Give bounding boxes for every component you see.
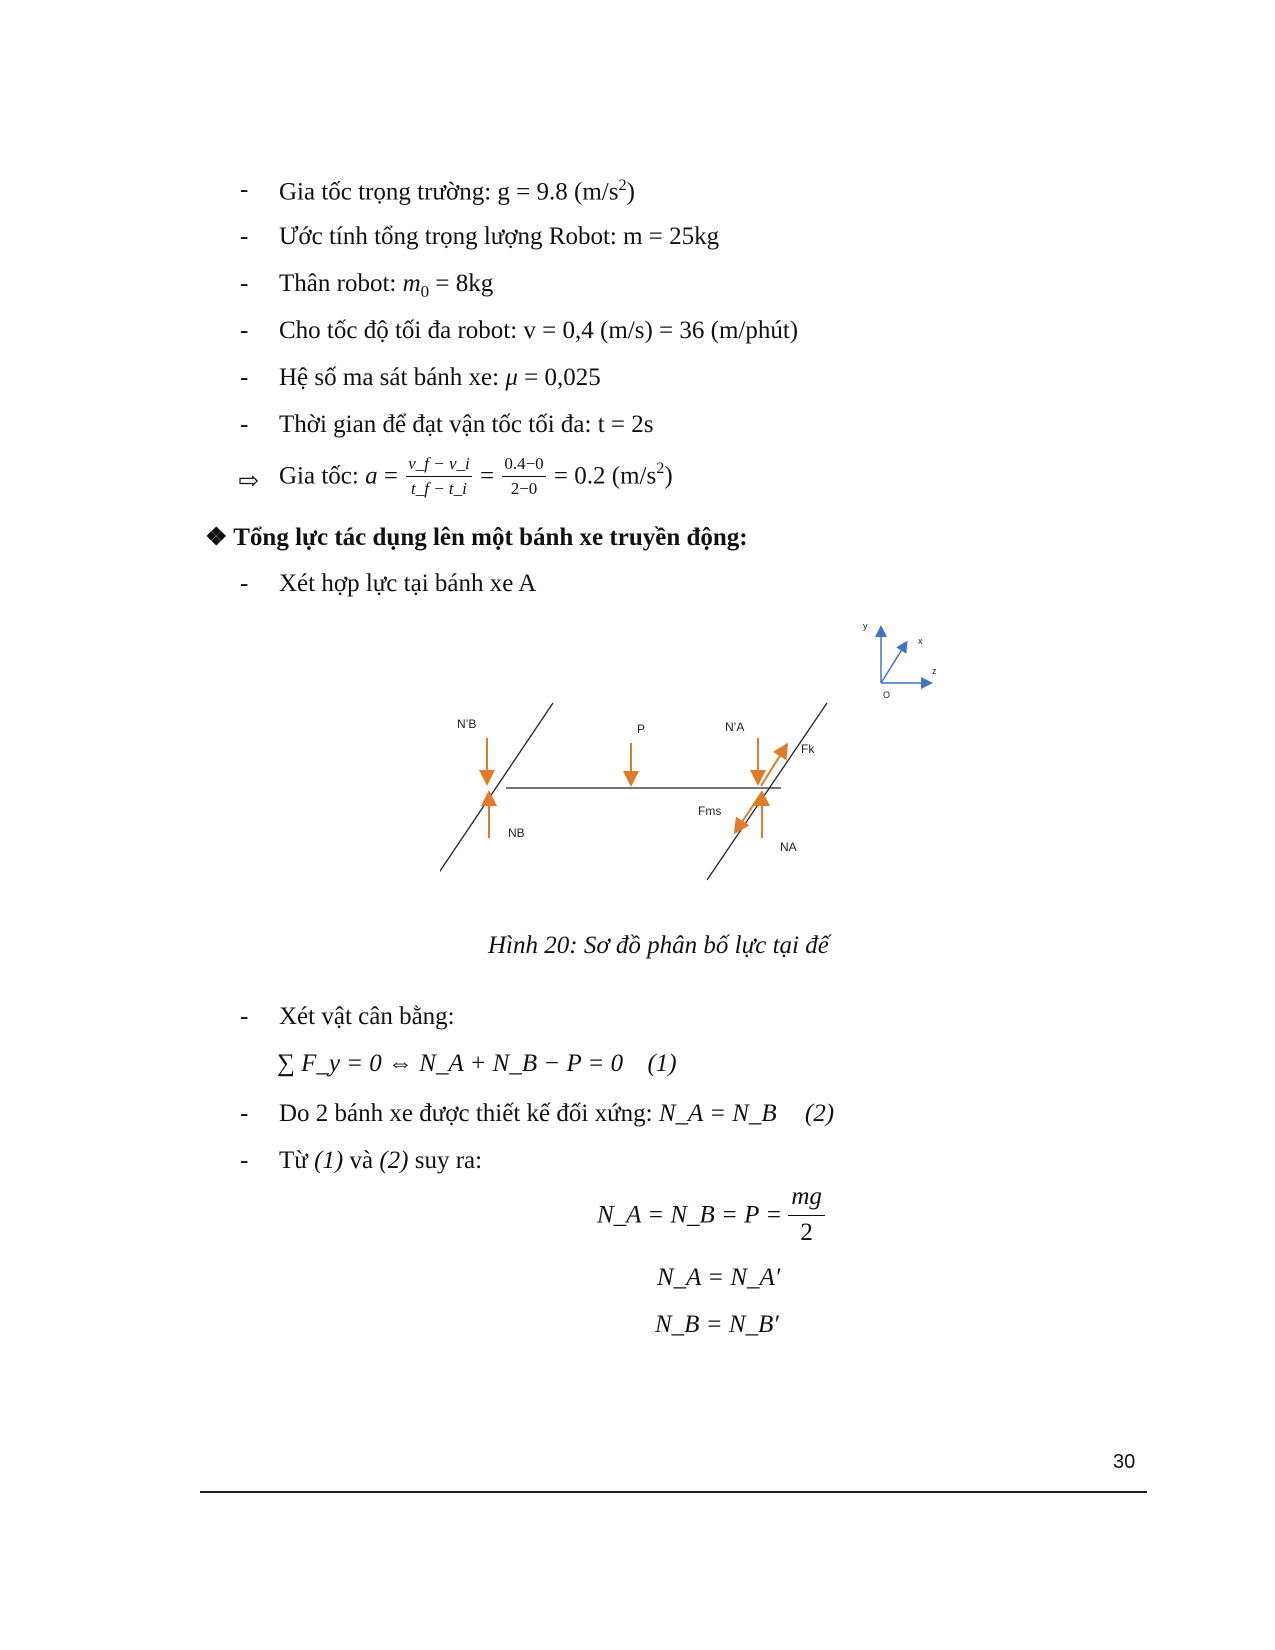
accel-var: a [365,462,378,490]
result-1-fraction [788,1183,825,1248]
list-dash: - [240,1100,249,1127]
gravity-unit-close: ) [626,178,635,206]
acceleration-line [279,455,673,498]
gravity-label: Gia tốc trọng trường: g = 9.8 [279,178,568,206]
result-1-den: 2 [800,1218,813,1246]
accel-fraction-numeric [502,455,545,498]
diamond-bullet-icon: ❖ [205,524,228,551]
derive-prefix: Từ [279,1147,315,1174]
accel-label: Gia tốc: [279,462,366,490]
axis-origin-label: O [883,690,891,700]
label-p: P [637,722,646,736]
mass-line: Ước tính tổng trọng lượng Robot: m = 25kg [279,223,720,250]
label-na-prime: N’A [725,720,745,734]
result-1 [597,1183,825,1248]
force-fms [736,792,762,831]
equation-1-text: ∑ F_y = 0 ⇔ N_A + N_B − P = 0 [277,1050,624,1077]
derive-tag1: (1) [314,1147,344,1174]
axis-y-label: y [863,621,868,631]
symmetric-eq: N_A = N_B [658,1100,777,1127]
section-title: Tổng lực tác dụng lên một bánh xe truyền động: [233,524,748,551]
page-number: 30 [1113,1451,1136,1473]
speed-line: Cho tốc độ tối đa robot: v = 0,4 (m/s) = 36 (m/phút) [279,317,799,344]
list-dash: - [240,317,249,344]
label-fms: Fms [698,804,722,818]
accel-frac1-num: v_f − v_i [406,455,472,477]
list-dash: - [240,270,249,297]
derive-line [279,1147,482,1175]
equation-1 [277,1050,677,1078]
axis-z-label: z [932,666,937,676]
label-fk: Fk [801,742,815,756]
body-mass-line [279,270,493,302]
gravity-unit: (m/s [574,178,619,206]
friction-var: μ [505,364,518,391]
accel-eq2: = [479,462,495,490]
axis-x-label: x [918,636,923,646]
axes-icon [863,621,937,700]
derive-tag2: (2) [379,1147,409,1174]
list-dash: - [240,364,249,391]
gravity-exp: 2 [618,176,627,194]
result-1-num: mg [788,1183,825,1216]
accel-eq: = [377,462,405,490]
result-1-text: N_A = N_B = P = [597,1201,783,1229]
section-heading [205,522,748,552]
result-2: N_A = N_A′ [657,1264,781,1291]
list-dash: - [240,1003,249,1030]
accel-frac2-den: 2−0 [510,478,538,498]
label-nb-prime: N’B [457,717,477,731]
consider-wheel-a: Xét hợp lực tại bánh xe A [279,570,537,597]
equation-1-tag: (1) [647,1050,677,1077]
label-na: NA [780,840,797,854]
result-3: N_B = N_B′ [655,1311,779,1338]
force-fk [761,746,786,786]
accel-fraction-symbolic [406,455,472,498]
time-line: Thời gian để đạt vận tốc tối đa: t = 2s [279,411,654,438]
accel-frac1-den: t_f − t_i [411,478,467,498]
figure-caption: Hình 20: Sơ đồ phân bố lực tại đế [488,932,829,959]
body-mass-var: m [402,270,421,297]
gravity-line [279,176,635,206]
footer-rule [200,1491,1147,1493]
symmetric-line [279,1100,834,1128]
accel-exp: 2 [656,459,665,478]
list-dash: - [240,570,249,597]
friction-line [279,364,601,392]
derive-suffix: suy ra: [408,1147,483,1174]
equilibrium-intro: Xét vật cân bằng: [279,1003,455,1030]
list-dash: - [240,411,249,438]
friction-label: Hệ số ma sát bánh xe: [279,364,506,391]
force-diagram [440,615,960,885]
accel-frac2-num: 0.4−0 [502,455,545,477]
symmetric-text: Do 2 bánh xe được thiết kế đối xứng: [279,1100,659,1127]
label-nb: NB [508,826,525,840]
friction-value: = 0,025 [517,364,601,391]
list-dash: - [240,176,249,203]
body-mass-sub: 0 [420,282,430,301]
derive-and: và [343,1147,380,1174]
accel-result: = 0.2 (m/s [553,462,657,490]
body-mass-value: = 8kg [429,270,494,297]
accel-result-close: ) [664,462,673,490]
symmetric-tag: (2) [804,1100,835,1127]
list-dash: - [240,1147,249,1174]
body-mass-label: Thân robot: [279,270,403,297]
implies-arrow: ⇨ [238,468,259,495]
list-dash: - [240,223,249,250]
